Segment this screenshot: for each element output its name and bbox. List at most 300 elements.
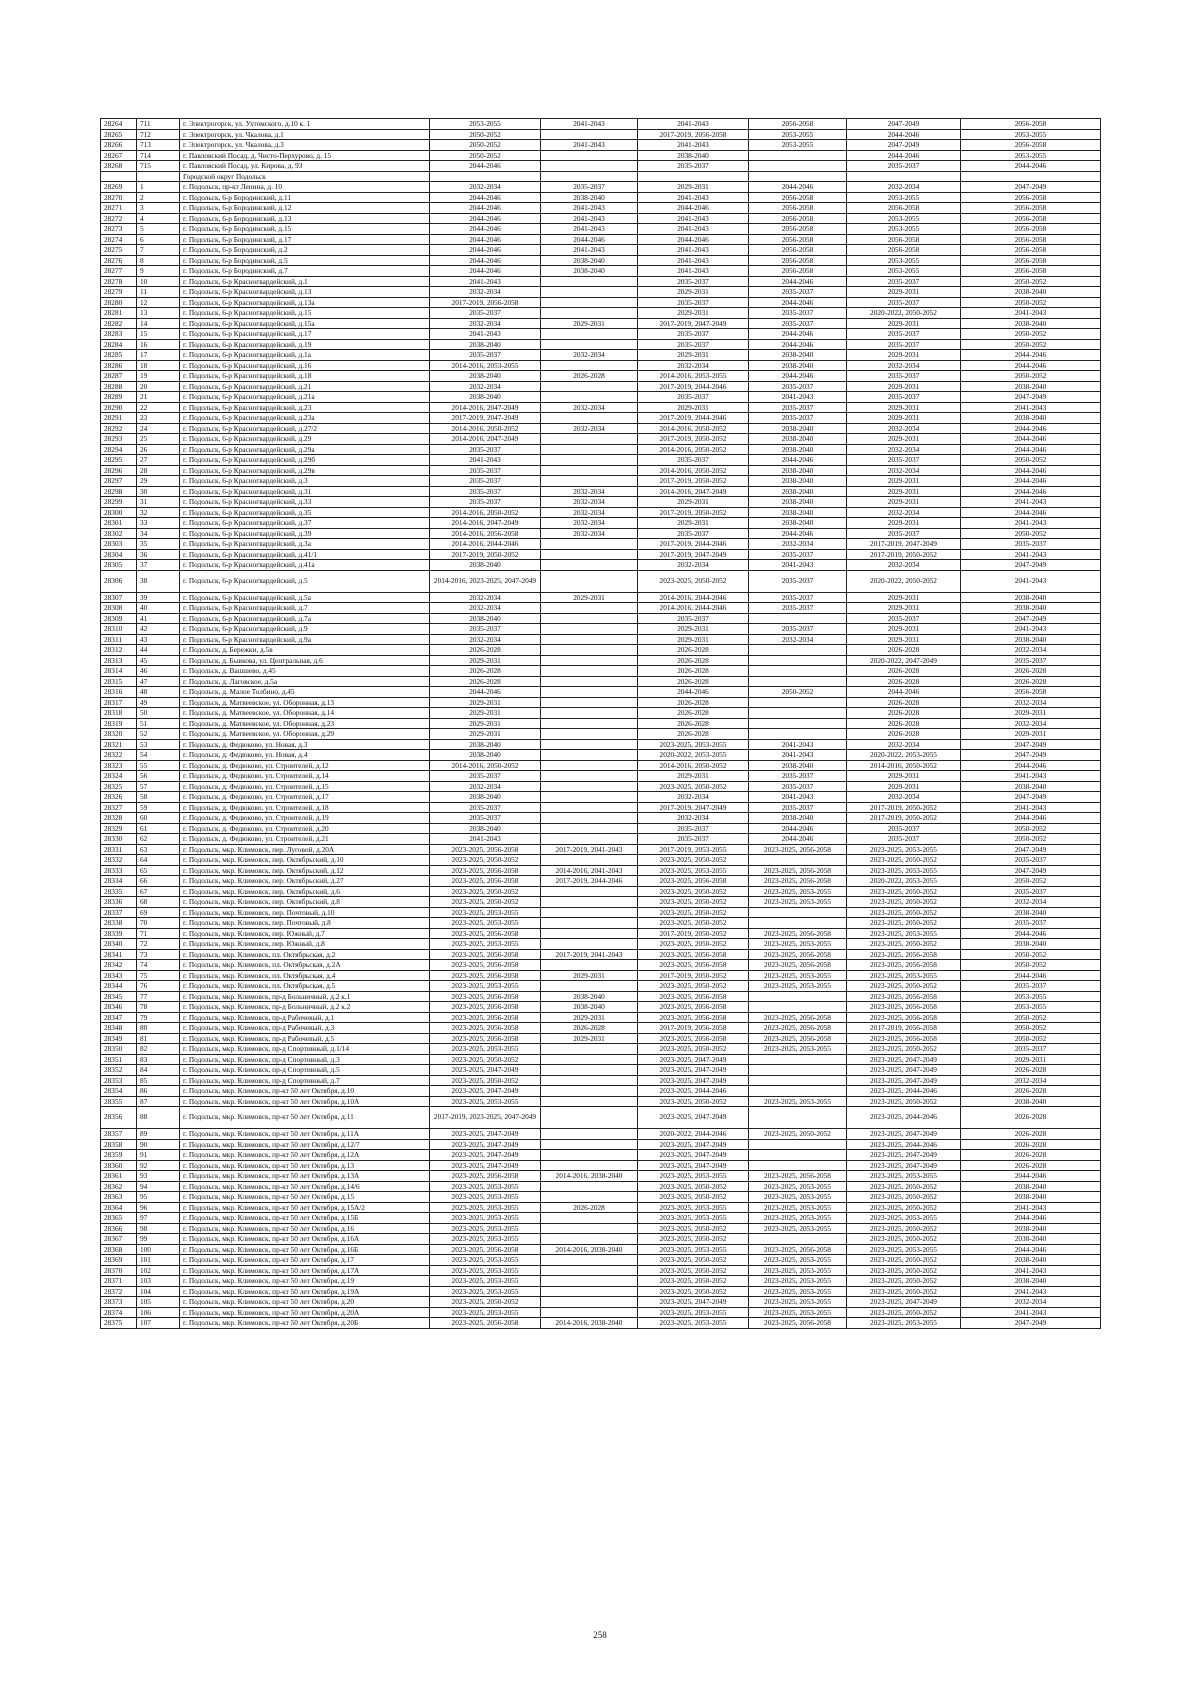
period-cell-2 bbox=[541, 687, 638, 698]
address-cell: г. Подольск, 6-р Бородинский, д.12 bbox=[180, 203, 430, 214]
period-cell-5: 2035-2037 bbox=[847, 276, 961, 287]
period-cell-1: 2014-2016, 2056-2058 bbox=[430, 528, 541, 539]
period-cell-6: 2047-2049 bbox=[961, 613, 1101, 624]
period-cell-2 bbox=[541, 539, 638, 550]
period-cell-5: 2023-2025, 2053-2055 bbox=[847, 1213, 961, 1224]
item-number-cell: 2 bbox=[137, 192, 180, 203]
period-cell-2 bbox=[541, 834, 638, 845]
period-cell-3: 2041-2043 bbox=[638, 224, 749, 235]
table-row bbox=[101, 634, 1101, 645]
item-number-cell: 32 bbox=[137, 507, 180, 518]
table-row bbox=[101, 960, 1101, 971]
period-cell-3: 2020-2022, 2053-2055 bbox=[638, 750, 749, 761]
period-cell-6: 2038-2040 bbox=[961, 1234, 1101, 1245]
period-cell-4 bbox=[749, 655, 847, 666]
period-cell-3: 2023-2025, 2053-2055 bbox=[638, 1244, 749, 1255]
period-cell-6: 2038-2040 bbox=[961, 1181, 1101, 1192]
period-cell-1: 2044-2046 bbox=[430, 234, 541, 245]
address-cell: г. Подольск, д. Федюково, ул. Строителей, д.14 bbox=[180, 771, 430, 782]
item-number-cell: 107 bbox=[137, 1318, 180, 1329]
table-row bbox=[101, 760, 1101, 771]
period-cell-3: 2023-2025, 2047-2049 bbox=[638, 1160, 749, 1171]
schedule-table bbox=[100, 118, 1101, 1329]
period-cell-3: 2023-2025, 2047-2049 bbox=[638, 1075, 749, 1086]
table-row bbox=[101, 549, 1101, 560]
period-cell-6: 2038-2040 bbox=[961, 413, 1101, 424]
item-number-cell: 12 bbox=[137, 297, 180, 308]
period-cell-1: 2023-2025, 2053-2055 bbox=[430, 1213, 541, 1224]
period-cell-2 bbox=[541, 276, 638, 287]
period-cell-6: 2038-2040 bbox=[961, 1255, 1101, 1266]
item-number-cell: 33 bbox=[137, 518, 180, 529]
address-cell: г. Подольск, мкр. Климовск, пр-кт 50 лет Октября, д.12А bbox=[180, 1150, 430, 1161]
address-cell: г. Подольск, 6-р Красногвардейский, д.19 bbox=[180, 339, 430, 350]
period-cell-4: 2044-2046 bbox=[749, 823, 847, 834]
period-cell-5: 2023-2025, 2050-2052 bbox=[847, 897, 961, 908]
period-cell-1: 2023-2025, 2053-2055 bbox=[430, 1044, 541, 1055]
item-number-cell: 51 bbox=[137, 718, 180, 729]
period-cell-6: 2035-2037 bbox=[961, 539, 1101, 550]
row-id-cell: 28300 bbox=[101, 507, 137, 518]
period-cell-5: 2035-2037 bbox=[847, 823, 961, 834]
period-cell-5: 2023-2025, 2056-2058 bbox=[847, 1033, 961, 1044]
period-cell-2: 2017-2019, 2041-2043 bbox=[541, 844, 638, 855]
period-cell-3: 2023-2025, 2056-2058 bbox=[638, 949, 749, 960]
period-cell-4 bbox=[749, 171, 847, 182]
table-row bbox=[101, 613, 1101, 624]
period-cell-4: 2035-2037 bbox=[749, 318, 847, 329]
period-cell-5: 2032-2034 bbox=[847, 792, 961, 803]
row-id-cell: 28268 bbox=[101, 161, 137, 172]
period-cell-6: 2026-2028 bbox=[961, 1065, 1101, 1076]
period-cell-3: 2017-2019, 2047-2049 bbox=[638, 802, 749, 813]
period-cell-5: 2023-2025, 2050-2052 bbox=[847, 1286, 961, 1297]
row-id-cell: 28332 bbox=[101, 855, 137, 866]
table-row bbox=[101, 245, 1101, 256]
table-row bbox=[101, 1023, 1101, 1034]
period-cell-2 bbox=[541, 1192, 638, 1203]
row-id-cell: 28310 bbox=[101, 624, 137, 635]
period-cell-1: 2023-2025, 2047-2049 bbox=[430, 1150, 541, 1161]
period-cell-5: 2032-2034 bbox=[847, 444, 961, 455]
address-cell: г. Подольск, мкр. Климовск, пл. Октябрьская, д.2А bbox=[180, 960, 430, 971]
period-cell-5: 2020-2022, 2050-2052 bbox=[847, 308, 961, 319]
item-number-cell: 8 bbox=[137, 255, 180, 266]
period-cell-3: 2035-2037 bbox=[638, 823, 749, 834]
period-cell-6: 2044-2046 bbox=[961, 423, 1101, 434]
period-cell-3: 2023-2025, 2056-2058 bbox=[638, 1033, 749, 1044]
period-cell-4: 2023-2025, 2056-2058 bbox=[749, 1244, 847, 1255]
period-cell-3: 2014-2016, 2053-2055 bbox=[638, 371, 749, 382]
table-row bbox=[101, 119, 1101, 130]
period-cell-6: 2047-2049 bbox=[961, 739, 1101, 750]
period-cell-6: 2035-2037 bbox=[961, 855, 1101, 866]
period-cell-6: 2029-2031 bbox=[961, 729, 1101, 740]
period-cell-2 bbox=[541, 729, 638, 740]
period-cell-6: 2044-2046 bbox=[961, 360, 1101, 371]
period-cell-3: 2023-2025, 2050-2052 bbox=[638, 1096, 749, 1107]
period-cell-4 bbox=[749, 991, 847, 1002]
row-id-cell: 28306 bbox=[101, 570, 137, 592]
period-cell-2 bbox=[541, 781, 638, 792]
row-id-cell: 28272 bbox=[101, 213, 137, 224]
item-number-cell: 104 bbox=[137, 1286, 180, 1297]
address-cell: г. Подольск, мкр. Климовск, пр-кт 50 лет Октября, д.20А bbox=[180, 1307, 430, 1318]
period-cell-2 bbox=[541, 1107, 638, 1129]
period-cell-2 bbox=[541, 161, 638, 172]
row-id-cell: 28285 bbox=[101, 350, 137, 361]
period-cell-4: 2056-2058 bbox=[749, 266, 847, 277]
address-cell: г. Подольск, д. Лаговское, д.5а bbox=[180, 676, 430, 687]
address-cell: г. Подольск, мкр. Климовск, пл. Октябрьская, д.4 bbox=[180, 970, 430, 981]
item-number-cell: 13 bbox=[137, 308, 180, 319]
period-cell-1: 2023-2025, 2056-2058 bbox=[430, 1012, 541, 1023]
period-cell-5: 2029-2031 bbox=[847, 287, 961, 298]
period-cell-5: 2023-2025, 2053-2055 bbox=[847, 865, 961, 876]
period-cell-2: 2026-2028 bbox=[541, 1202, 638, 1213]
row-id-cell: 28284 bbox=[101, 339, 137, 350]
period-cell-2: 2026-2028 bbox=[541, 1023, 638, 1034]
table-row bbox=[101, 813, 1101, 824]
period-cell-1: 2038-2040 bbox=[430, 613, 541, 624]
period-cell-5: 2035-2037 bbox=[847, 371, 961, 382]
table-row bbox=[101, 539, 1101, 550]
period-cell-3: 2029-2031 bbox=[638, 350, 749, 361]
period-cell-6: 2026-2028 bbox=[961, 1150, 1101, 1161]
period-cell-3: 2023-2025, 2056-2058 bbox=[638, 876, 749, 887]
address-cell: г. Электрогорск, ул. Чкалова, д.1 bbox=[180, 129, 430, 140]
row-id-cell: 28352 bbox=[101, 1065, 137, 1076]
period-cell-1: 2023-2025, 2053-2055 bbox=[430, 981, 541, 992]
table-row bbox=[101, 855, 1101, 866]
period-cell-1: 2023-2025, 2056-2058 bbox=[430, 1244, 541, 1255]
table-body bbox=[101, 119, 1101, 1329]
address-cell: г. Подольск, д. Федюково, ул. Строителей, д.19 bbox=[180, 813, 430, 824]
table-row bbox=[101, 423, 1101, 434]
period-cell-2 bbox=[541, 1065, 638, 1076]
period-cell-5: 2017-2019, 2047-2049 bbox=[847, 539, 961, 550]
address-cell: г. Подольск, 6-р Красногвардейский, д.29б bbox=[180, 455, 430, 466]
period-cell-3: 2041-2043 bbox=[638, 140, 749, 151]
row-id-cell: 28359 bbox=[101, 1150, 137, 1161]
period-cell-1: 2032-2034 bbox=[430, 381, 541, 392]
item-number-cell: 70 bbox=[137, 918, 180, 929]
table-row bbox=[101, 802, 1101, 813]
period-cell-4: 2023-2025, 2053-2055 bbox=[749, 1297, 847, 1308]
period-cell-1: 2023-2025, 2056-2058 bbox=[430, 1318, 541, 1329]
period-cell-2 bbox=[541, 855, 638, 866]
period-cell-3: 2035-2037 bbox=[638, 339, 749, 350]
period-cell-1: 2026-2028 bbox=[430, 645, 541, 656]
table-row bbox=[101, 1255, 1101, 1266]
address-cell: г. Подольск, 6-р Красногвардейский, д.29в bbox=[180, 465, 430, 476]
period-cell-1: 2035-2037 bbox=[430, 444, 541, 455]
period-cell-4: 2023-2025, 2056-2058 bbox=[749, 949, 847, 960]
item-number-cell: 45 bbox=[137, 655, 180, 666]
item-number-cell: 76 bbox=[137, 981, 180, 992]
row-id-cell: 28303 bbox=[101, 539, 137, 550]
period-cell-5: 2023-2025, 2044-2046 bbox=[847, 1086, 961, 1097]
period-cell-6: 2056-2058 bbox=[961, 687, 1101, 698]
row-id-cell: 28282 bbox=[101, 318, 137, 329]
period-cell-3: 2023-2025, 2050-2052 bbox=[638, 981, 749, 992]
period-cell-3: 2035-2037 bbox=[638, 276, 749, 287]
period-cell-3: 2023-2025, 2047-2049 bbox=[638, 1150, 749, 1161]
row-id-cell: 28295 bbox=[101, 455, 137, 466]
period-cell-4: 2041-2043 bbox=[749, 392, 847, 403]
period-cell-6: 2044-2046 bbox=[961, 444, 1101, 455]
period-cell-5: 2029-2031 bbox=[847, 350, 961, 361]
address-cell: г. Подольск, 6-р Бородинский, д.13 bbox=[180, 213, 430, 224]
address-cell: г. Подольск, пр-кт Ленина, д. 10 bbox=[180, 182, 430, 193]
row-id-cell: 28356 bbox=[101, 1107, 137, 1129]
period-cell-6: 2047-2049 bbox=[961, 844, 1101, 855]
period-cell-5: 2017-2019, 2050-2052 bbox=[847, 802, 961, 813]
period-cell-2: 2035-2037 bbox=[541, 182, 638, 193]
item-number-cell: 17 bbox=[137, 350, 180, 361]
period-cell-1: 2032-2034 bbox=[430, 603, 541, 614]
row-id-cell: 28330 bbox=[101, 834, 137, 845]
address-cell: г. Подольск, мкр. Климовск, пр-д Спортивный, д.1/14 bbox=[180, 1044, 430, 1055]
period-cell-2 bbox=[541, 897, 638, 908]
period-cell-5: 2023-2025, 2053-2055 bbox=[847, 928, 961, 939]
item-number-cell: 92 bbox=[137, 1160, 180, 1171]
period-cell-3: 2023-2025, 2056-2058 bbox=[638, 1002, 749, 1013]
period-cell-4: 2023-2025, 2053-2055 bbox=[749, 1181, 847, 1192]
period-cell-6: 2029-2031 bbox=[961, 1054, 1101, 1065]
row-id-cell: 28345 bbox=[101, 991, 137, 1002]
period-cell-2 bbox=[541, 718, 638, 729]
address-cell: Городской округ Подольск bbox=[180, 171, 430, 182]
table-row bbox=[101, 1150, 1101, 1161]
item-number-cell: 102 bbox=[137, 1265, 180, 1276]
period-cell-6: 2050-2052 bbox=[961, 876, 1101, 887]
period-cell-1: 2032-2034 bbox=[430, 287, 541, 298]
table-row bbox=[101, 1129, 1101, 1140]
period-cell-1: 2041-2043 bbox=[430, 329, 541, 340]
table-row bbox=[101, 308, 1101, 319]
row-id-cell: 28276 bbox=[101, 255, 137, 266]
period-cell-2 bbox=[541, 1086, 638, 1097]
item-number-cell: 37 bbox=[137, 560, 180, 571]
period-cell-3: 2023-2025, 2053-2055 bbox=[638, 1213, 749, 1224]
period-cell-4: 2038-2040 bbox=[749, 486, 847, 497]
address-cell: г. Электрогорск, ул. Чкалова, д.3 bbox=[180, 140, 430, 151]
row-id-cell: 28287 bbox=[101, 371, 137, 382]
row-id-cell: 28305 bbox=[101, 560, 137, 571]
period-cell-1: 2023-2025, 2050-2052 bbox=[430, 897, 541, 908]
table-row bbox=[101, 729, 1101, 740]
period-cell-6: 2041-2043 bbox=[961, 802, 1101, 813]
period-cell-4: 2023-2025, 2053-2055 bbox=[749, 1255, 847, 1266]
period-cell-6: 2035-2037 bbox=[961, 886, 1101, 897]
row-id-cell: 28363 bbox=[101, 1192, 137, 1203]
row-id-cell: 28307 bbox=[101, 592, 137, 603]
period-cell-1: 2026-2028 bbox=[430, 676, 541, 687]
period-cell-5: 2032-2034 bbox=[847, 182, 961, 193]
period-cell-4: 2038-2040 bbox=[749, 423, 847, 434]
row-id-cell: 28321 bbox=[101, 739, 137, 750]
period-cell-2: 2032-2034 bbox=[541, 528, 638, 539]
period-cell-2 bbox=[541, 308, 638, 319]
period-cell-3: 2029-2031 bbox=[638, 624, 749, 635]
period-cell-4: 2044-2046 bbox=[749, 371, 847, 382]
period-cell-3: 2017-2019, 2047-2049 bbox=[638, 549, 749, 560]
row-id-cell: 28370 bbox=[101, 1265, 137, 1276]
address-cell: г. Подольск, мкр. Климовск, пер. Октябрьский, д.8 bbox=[180, 897, 430, 908]
address-cell: г. Подольск, 6-р Красногвардейский, д.29 bbox=[180, 434, 430, 445]
item-number-cell: 57 bbox=[137, 781, 180, 792]
period-cell-3: 2020-2022, 2044-2046 bbox=[638, 1129, 749, 1140]
period-cell-5: 2023-2025, 2050-2052 bbox=[847, 1181, 961, 1192]
row-id-cell: 28269 bbox=[101, 182, 137, 193]
period-cell-4: 2038-2040 bbox=[749, 507, 847, 518]
period-cell-4: 2035-2037 bbox=[749, 781, 847, 792]
address-cell: г. Подольск, д. Федюково, ул. Строителей, д.15 bbox=[180, 781, 430, 792]
period-cell-2 bbox=[541, 981, 638, 992]
period-cell-5: 2035-2037 bbox=[847, 339, 961, 350]
period-cell-6: 2047-2049 bbox=[961, 182, 1101, 193]
row-id-cell: 28350 bbox=[101, 1044, 137, 1055]
item-number-cell: 71 bbox=[137, 928, 180, 939]
period-cell-3: 2023-2025, 2053-2055 bbox=[638, 739, 749, 750]
table-row bbox=[101, 1223, 1101, 1234]
period-cell-6: 2035-2037 bbox=[961, 655, 1101, 666]
period-cell-6: 2038-2040 bbox=[961, 939, 1101, 950]
period-cell-5: 2029-2031 bbox=[847, 402, 961, 413]
period-cell-5: 2032-2034 bbox=[847, 739, 961, 750]
address-cell: г. Подольск, 6-р Красногвардейский, д.9 bbox=[180, 624, 430, 635]
address-cell: г. Подольск, мкр. Климовск, пер. Южный, д.7 bbox=[180, 928, 430, 939]
address-cell: г. Подольск, д. Федюково, ул. Строителей, д.20 bbox=[180, 823, 430, 834]
period-cell-6: 2041-2043 bbox=[961, 1307, 1101, 1318]
address-cell: г. Подольск, 6-р Красногвардейский, д.5а bbox=[180, 592, 430, 603]
period-cell-6: 2056-2058 bbox=[961, 192, 1101, 203]
period-cell-2 bbox=[541, 476, 638, 487]
period-cell-4 bbox=[749, 150, 847, 161]
address-cell: г. Подольск, 6-р Красногвардейский, д.31 bbox=[180, 486, 430, 497]
address-cell: г. Подольск, мкр. Климовск, пер. Октябрьский, д.12 bbox=[180, 865, 430, 876]
period-cell-2 bbox=[541, 603, 638, 614]
row-id-cell: 28371 bbox=[101, 1276, 137, 1287]
period-cell-5: 2029-2031 bbox=[847, 476, 961, 487]
period-cell-1: 2044-2046 bbox=[430, 224, 541, 235]
item-number-cell: 5 bbox=[137, 224, 180, 235]
period-cell-5: 2023-2025, 2053-2055 bbox=[847, 1171, 961, 1182]
period-cell-3: 2023-2025, 2050-2052 bbox=[638, 886, 749, 897]
period-cell-5: 2026-2028 bbox=[847, 676, 961, 687]
row-id-cell: 28312 bbox=[101, 645, 137, 656]
item-number-cell: 91 bbox=[137, 1150, 180, 1161]
period-cell-2 bbox=[541, 413, 638, 424]
period-cell-6: 2050-2052 bbox=[961, 371, 1101, 382]
item-number-cell: 22 bbox=[137, 402, 180, 413]
period-cell-1: 2038-2040 bbox=[430, 792, 541, 803]
period-cell-2 bbox=[541, 771, 638, 782]
period-cell-1: 2023-2025, 2050-2052 bbox=[430, 1075, 541, 1086]
address-cell: г. Подольск, мкр. Климовск, пр-д Больничный, д.2 к.2 bbox=[180, 1002, 430, 1013]
period-cell-2: 2041-2043 bbox=[541, 224, 638, 235]
item-number-cell: 106 bbox=[137, 1307, 180, 1318]
period-cell-6: 2050-2052 bbox=[961, 1012, 1101, 1023]
row-id-cell: 28343 bbox=[101, 970, 137, 981]
period-cell-4 bbox=[749, 918, 847, 929]
row-id-cell: 28275 bbox=[101, 245, 137, 256]
row-id-cell: 28320 bbox=[101, 729, 137, 740]
period-cell-5: 2023-2025, 2056-2058 bbox=[847, 960, 961, 971]
period-cell-6: 2044-2046 bbox=[961, 928, 1101, 939]
row-id-cell: 28290 bbox=[101, 402, 137, 413]
table-row bbox=[101, 140, 1101, 151]
period-cell-2: 2032-2034 bbox=[541, 507, 638, 518]
row-id-cell bbox=[101, 171, 137, 182]
period-cell-3: 2032-2034 bbox=[638, 813, 749, 824]
row-id-cell: 28277 bbox=[101, 266, 137, 277]
period-cell-3: 2032-2034 bbox=[638, 560, 749, 571]
period-cell-4: 2050-2052 bbox=[749, 687, 847, 698]
period-cell-6: 2041-2043 bbox=[961, 570, 1101, 592]
table-row bbox=[101, 1286, 1101, 1297]
item-number-cell: 11 bbox=[137, 287, 180, 298]
period-cell-2 bbox=[541, 1265, 638, 1276]
period-cell-6: 2056-2058 bbox=[961, 203, 1101, 214]
row-id-cell: 28369 bbox=[101, 1255, 137, 1266]
address-cell: г. Подольск, д. Бывкова, ул. Центральная, д.6 bbox=[180, 655, 430, 666]
period-cell-4: 2023-2025, 2053-2055 bbox=[749, 1307, 847, 1318]
period-cell-1: 2038-2040 bbox=[430, 392, 541, 403]
period-cell-5: 2047-2049 bbox=[847, 119, 961, 130]
table-row bbox=[101, 465, 1101, 476]
period-cell-2: 2041-2043 bbox=[541, 213, 638, 224]
page-number: 258 bbox=[593, 1630, 607, 1640]
period-cell-1: 2035-2037 bbox=[430, 465, 541, 476]
row-id-cell: 28353 bbox=[101, 1075, 137, 1086]
period-cell-4: 2023-2025, 2056-2058 bbox=[749, 1012, 847, 1023]
table-row bbox=[101, 834, 1101, 845]
row-id-cell: 28328 bbox=[101, 813, 137, 824]
period-cell-3: 2035-2037 bbox=[638, 297, 749, 308]
period-cell-4: 2035-2037 bbox=[749, 603, 847, 614]
address-cell: г. Подольск, д. Федюково, ул. Новая, д.4 bbox=[180, 750, 430, 761]
period-cell-1: 2035-2037 bbox=[430, 802, 541, 813]
period-cell-2: 2014-2016, 2038-2040 bbox=[541, 1171, 638, 1182]
period-cell-6: 2026-2028 bbox=[961, 1129, 1101, 1140]
period-cell-3: 2029-2031 bbox=[638, 402, 749, 413]
row-id-cell: 28291 bbox=[101, 413, 137, 424]
row-id-cell: 28297 bbox=[101, 476, 137, 487]
period-cell-6: 2041-2043 bbox=[961, 308, 1101, 319]
item-number-cell: 19 bbox=[137, 371, 180, 382]
item-number-cell: 42 bbox=[137, 624, 180, 635]
period-cell-2: 2026-2028 bbox=[541, 371, 638, 382]
period-cell-1: 2023-2025, 2053-2055 bbox=[430, 1265, 541, 1276]
period-cell-3: 2017-2019, 2056-2058 bbox=[638, 1023, 749, 1034]
period-cell-1: 2023-2025, 2050-2052 bbox=[430, 1297, 541, 1308]
period-cell-1: 2050-2052 bbox=[430, 129, 541, 140]
address-cell: г. Подольск, мкр. Климовск, пер. Южный, д.8 bbox=[180, 939, 430, 950]
address-cell: г. Павловский Посад, ул. Кирова, д. 93 bbox=[180, 161, 430, 172]
address-cell: г. Подольск, мкр. Климовск, пл. Октябрьская, д.2 bbox=[180, 949, 430, 960]
period-cell-2 bbox=[541, 645, 638, 656]
table-row bbox=[101, 1171, 1101, 1182]
address-cell: г. Подольск, мкр. Климовск, пр-д Рабочевый, д.1 bbox=[180, 1012, 430, 1023]
period-cell-1: 2023-2025, 2056-2058 bbox=[430, 876, 541, 887]
period-cell-6: 2032-2034 bbox=[961, 697, 1101, 708]
period-cell-1: 2023-2025, 2053-2055 bbox=[430, 1202, 541, 1213]
period-cell-4: 2023-2025, 2056-2058 bbox=[749, 1318, 847, 1329]
period-cell-3: 2023-2025, 2050-2052 bbox=[638, 781, 749, 792]
period-cell-4: 2023-2025, 2053-2055 bbox=[749, 1192, 847, 1203]
